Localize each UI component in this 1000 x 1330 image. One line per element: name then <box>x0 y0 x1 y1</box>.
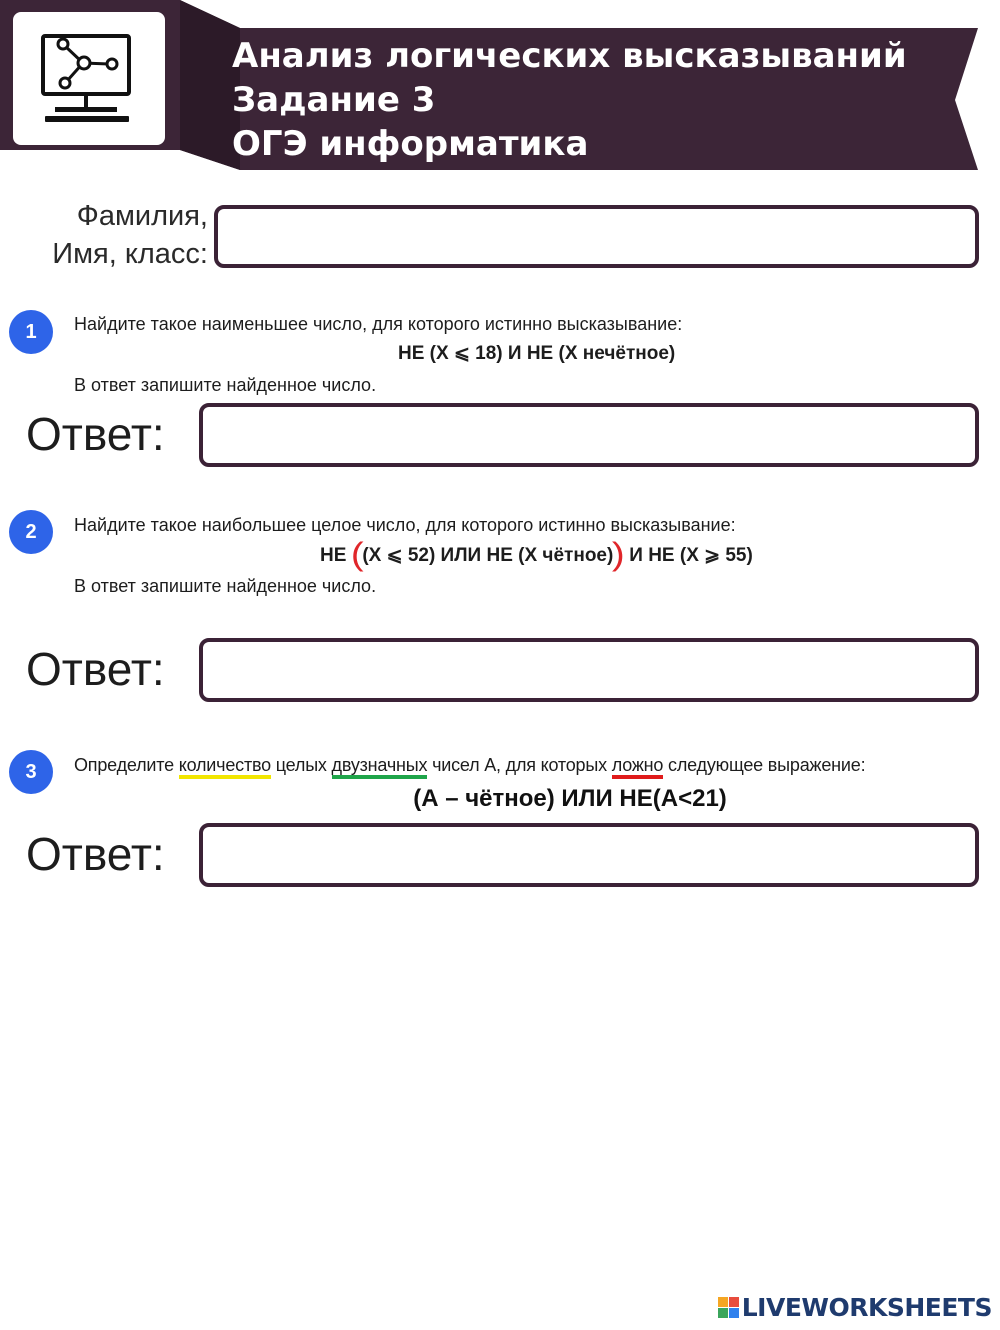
task-2-note: В ответ запишите найденное число. <box>74 576 377 596</box>
task-3-answer-label: Ответ: <box>26 828 165 880</box>
task-1-number-badge: 1 <box>9 310 53 354</box>
task-2-expression <box>320 536 753 572</box>
underlined-word-false: ложно <box>612 755 664 779</box>
task-2-expression-prefix: НЕ <box>320 545 352 566</box>
logo-square-4 <box>729 1308 739 1318</box>
task-1-expression: НЕ (X ⩽ 18) И НЕ (X нечётное) <box>398 343 676 364</box>
computer-network-icon <box>39 33 143 125</box>
name-field-label <box>18 197 208 273</box>
task-3-text-part-4: следующее выражение: <box>663 755 866 775</box>
name-input[interactable] <box>214 205 979 268</box>
underlined-word-quantity: количество <box>179 755 271 779</box>
task-1-answer-label: Ответ: <box>26 408 165 460</box>
task-1-note: В ответ запишите найденное число. <box>74 375 377 395</box>
red-paren-close: ) <box>612 536 626 572</box>
title-line-1: Анализ логических высказываний <box>232 36 907 76</box>
computer-network-icon-card <box>13 12 165 145</box>
task-2-answer-label: Ответ: <box>26 643 165 695</box>
red-paren-open: ( <box>350 536 364 572</box>
liveworksheets-logo-icon <box>718 1297 739 1318</box>
liveworksheets-brand <box>718 1293 992 1322</box>
task-1-question: Найдите такое наименьшее число, для которого истинно высказывание: <box>74 314 683 334</box>
task-3-text-part-2: целых <box>270 755 332 775</box>
task-2-number-badge: 2 <box>9 510 53 554</box>
task-2-expression-inner: (X ⩽ 52) ИЛИ НЕ (X чётное) <box>362 545 614 566</box>
logo-square-1 <box>718 1297 728 1307</box>
logo-square-2 <box>729 1297 739 1307</box>
task-2-answer-input[interactable] <box>199 638 979 702</box>
title-line-2: Задание 3 <box>232 80 436 120</box>
task-3-question <box>74 754 865 779</box>
task-3-answer-input[interactable] <box>199 823 979 887</box>
underlined-word-two-digit: двузначных <box>332 755 428 779</box>
logo-square-3 <box>718 1308 728 1318</box>
name-label-line-2: Имя, класс: <box>52 238 208 270</box>
brand-name: LIVEWORKSHEETS <box>741 1293 992 1322</box>
task-2-question: Найдите такое наибольшее целое число, для которого истинно высказывание: <box>74 515 736 535</box>
task-3-number-badge: 3 <box>9 750 53 794</box>
name-label-line-1: Фамилия, <box>76 200 208 232</box>
task-3-expression: (А – чётное) ИЛИ НЕ(А<21) <box>413 785 727 812</box>
page-title <box>232 34 907 166</box>
task-1-answer-input[interactable] <box>199 403 979 467</box>
task-3-text-part-3: чисел А, для которых <box>427 755 612 775</box>
task-2-expression-suffix: И НЕ (X ⩾ 55) <box>623 545 753 566</box>
task-3-text-part-1: Определите <box>74 755 179 775</box>
title-line-3: ОГЭ информатика <box>232 124 589 164</box>
